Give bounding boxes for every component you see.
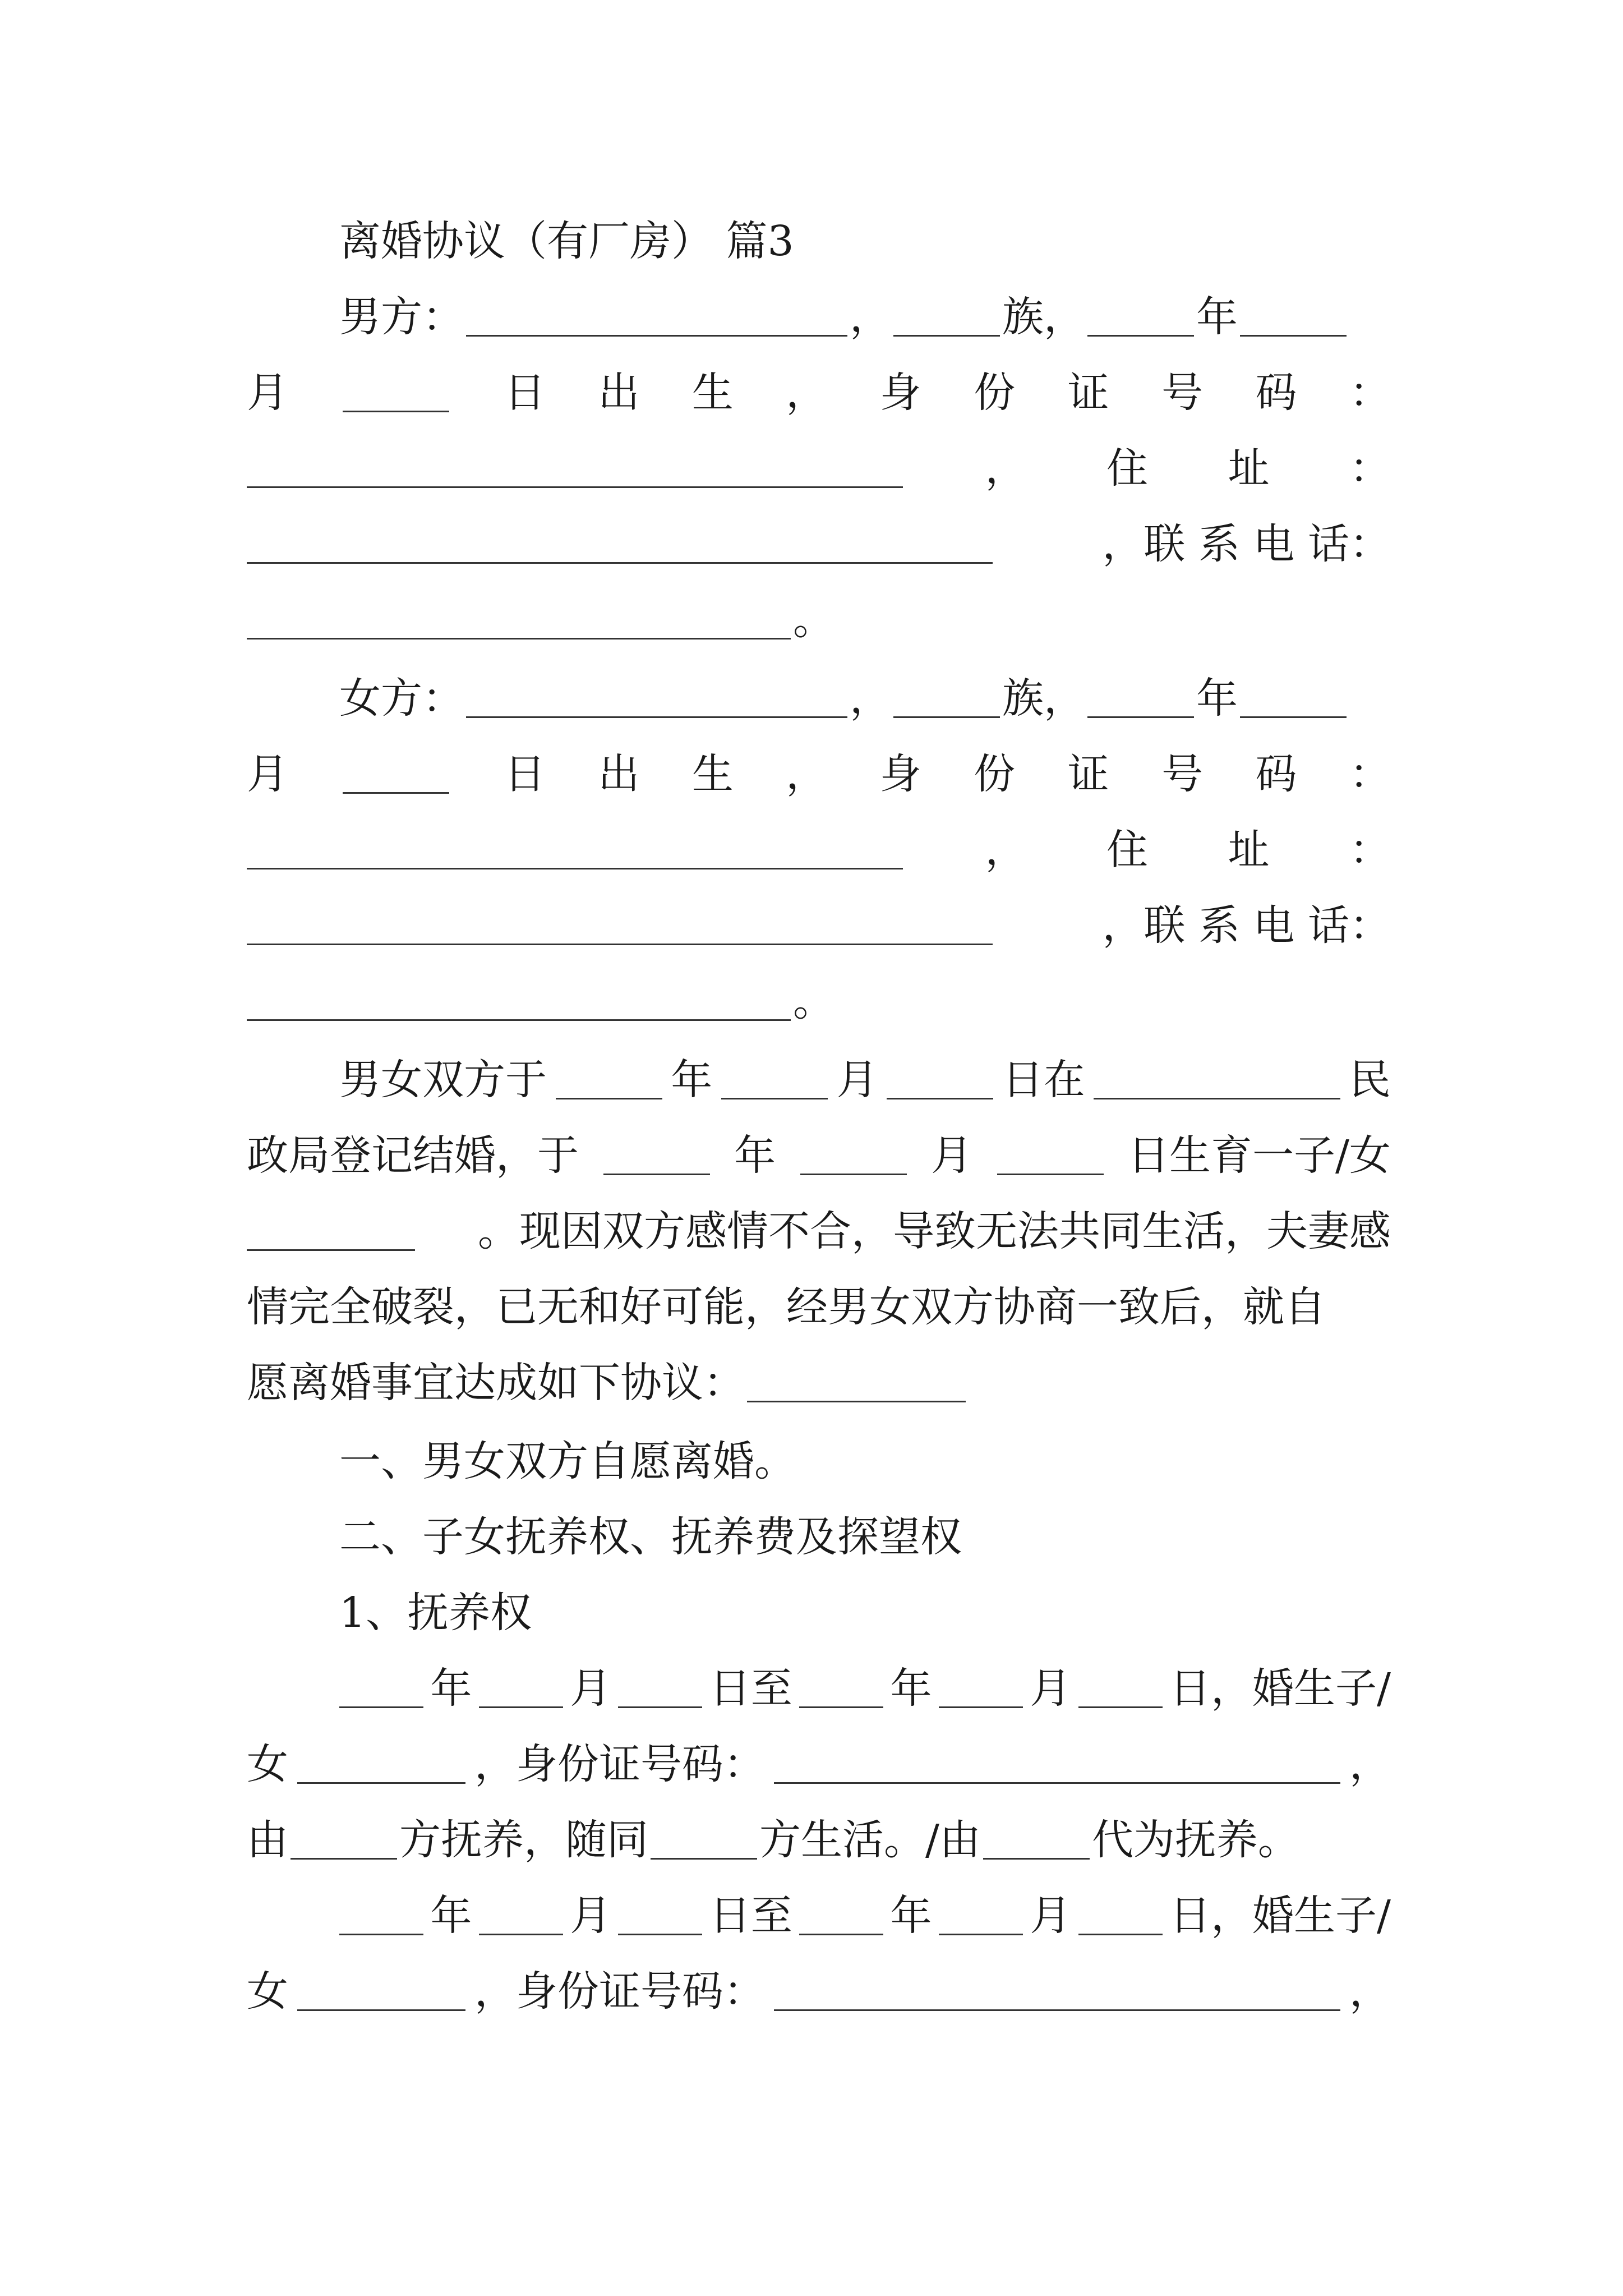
- man-line-5: [247, 589, 1391, 651]
- birth-char: 日: [504, 369, 546, 417]
- document-title: [247, 210, 1391, 272]
- woman-line-4: [247, 895, 1391, 956]
- custody-text: 女: [247, 1740, 288, 1788]
- man-phone-blank: [247, 634, 791, 639]
- woman-label: 女方：: [339, 674, 464, 723]
- man-year-blank: [1087, 332, 1194, 337]
- marriage-text: 男女双方于: [339, 1056, 547, 1104]
- custody-1-line-3: [247, 1809, 1391, 1871]
- punct: 。: [793, 596, 834, 644]
- punct: 。: [793, 977, 834, 1025]
- birth-char: 证: [1067, 369, 1109, 417]
- birth-char: 号: [1161, 369, 1204, 417]
- month-label: 月: [1030, 1892, 1072, 1940]
- to-year-blank: [799, 1703, 883, 1708]
- marriage-text: 政局登记结婚，于: [247, 1131, 579, 1180]
- birth-char: 日: [504, 750, 546, 798]
- birth-month-blank: [800, 1170, 907, 1175]
- child-name-blank: [297, 1779, 465, 1784]
- birth-char: 身: [879, 750, 921, 798]
- custody-text: 由: [247, 1816, 288, 1864]
- year-label: 年: [890, 1664, 932, 1713]
- month-label: 月: [1030, 1664, 1072, 1713]
- marriage-month-blank: [721, 1094, 828, 1099]
- to-day-blank: [1078, 1703, 1163, 1708]
- marriage-text: 。现因双方感情不合，导致无法共同生活，夫妻感: [478, 1207, 1391, 1255]
- punct: ，: [985, 826, 1027, 874]
- proxy-blank: [983, 1855, 1090, 1860]
- marriage-line-4: [247, 1276, 1391, 1338]
- child-id-blank: [774, 1779, 1340, 1784]
- punct: ，: [985, 444, 1027, 493]
- punct: ，: [850, 674, 891, 723]
- year-label: 年: [890, 1892, 932, 1940]
- birth-char: 出: [598, 750, 640, 798]
- custody-text: 日，婚生子/: [1169, 1892, 1391, 1940]
- marriage-text: 愿离婚事宜达成如下协议：: [247, 1359, 745, 1407]
- birth-char: 份: [974, 750, 1016, 798]
- id-label: ，身份证号码：: [474, 1967, 765, 2016]
- item-text: 1、抚养权: [339, 1589, 532, 1637]
- custody-1-line-1: [247, 1658, 1391, 1719]
- woman-month-blank: [1240, 713, 1347, 718]
- woman-line-3: [247, 819, 1391, 881]
- to-day-blank: [1078, 1930, 1163, 1935]
- birth-char: 号: [1161, 750, 1204, 798]
- marriage-text: 民: [1349, 1056, 1391, 1104]
- marriage-bureau-blank: [1094, 1094, 1340, 1099]
- item-text: 二、子女抚养权、抚养费及探望权: [339, 1513, 962, 1561]
- woman-line-1: [247, 668, 1391, 729]
- birth-day-blank: [997, 1170, 1104, 1175]
- phone-label: ，联 系 电 话：: [1102, 901, 1391, 950]
- item-1: [247, 1430, 1391, 1492]
- birth-char: 证: [1067, 750, 1109, 798]
- man-address-blank: [247, 559, 993, 564]
- address-char: 址: [1228, 444, 1270, 493]
- from-day-blank: [618, 1930, 702, 1935]
- punct: ，: [1349, 1740, 1391, 1788]
- birth-char: 份: [974, 369, 1016, 417]
- man-line-4: [247, 513, 1391, 575]
- woman-address-blank: [247, 940, 993, 945]
- man-day-blank: [343, 407, 449, 412]
- woman-day-blank: [343, 789, 449, 794]
- item-2: [247, 1506, 1391, 1568]
- marriage-day-blank: [887, 1094, 993, 1099]
- woman-phone-blank: [247, 1016, 791, 1021]
- address-char: ：: [1349, 826, 1391, 874]
- punct: ，: [1349, 1967, 1391, 2016]
- marriage-year-blank: [556, 1094, 662, 1099]
- phone-label: ，联 系 电 话：: [1102, 520, 1391, 568]
- year-label: 年: [430, 1664, 472, 1713]
- agreement-blank: [747, 1397, 966, 1402]
- marriage-line-2: [247, 1125, 1391, 1186]
- woman-name-blank: [466, 713, 847, 718]
- man-ethnicity-blank: [893, 332, 1000, 337]
- from-month-blank: [479, 1703, 563, 1708]
- year-label: 年: [1196, 674, 1238, 723]
- punct: ，: [850, 293, 891, 341]
- custody-text: 方抚养，随同: [399, 1816, 648, 1864]
- title-text: 离婚协议（有厂房） 篇3: [339, 217, 794, 265]
- birth-char: ，: [786, 369, 828, 417]
- child-id-blank: [774, 2006, 1340, 2011]
- year-label: 年: [1196, 293, 1238, 341]
- birth-char: 生: [691, 750, 734, 798]
- woman-line-5: [247, 970, 1391, 1032]
- birth-char: ，: [786, 750, 828, 798]
- marriage-line-5: [247, 1352, 1391, 1414]
- sub-item-1: [247, 1582, 1391, 1644]
- custody-1-line-2: [247, 1733, 1391, 1795]
- man-line-3: [247, 438, 1391, 499]
- custody-text: 日，婚生子/: [1169, 1664, 1391, 1713]
- birth-char: 生: [691, 369, 734, 417]
- custody-text: 方生活。/由: [759, 1816, 981, 1864]
- from-month-blank: [479, 1930, 563, 1935]
- day-label: 日在: [1002, 1056, 1085, 1104]
- custody-2-line-1: [247, 1885, 1391, 1947]
- woman-ethnicity-blank: [893, 713, 1000, 718]
- marriage-line-1: [247, 1049, 1391, 1111]
- month-label: 月: [247, 750, 288, 798]
- item-text: 一、男女双方自愿离婚。: [339, 1437, 796, 1485]
- from-day-blank: [618, 1703, 702, 1708]
- year-label: 年: [430, 1892, 472, 1940]
- marriage-line-3: [247, 1200, 1391, 1262]
- man-label: 男方：: [339, 293, 464, 341]
- month-label: 月: [570, 1664, 612, 1713]
- birth-char: 身: [879, 369, 921, 417]
- custody-2-line-2: [247, 1961, 1391, 2022]
- woman-year-blank: [1087, 713, 1194, 718]
- custody-text: 女: [247, 1967, 288, 2016]
- marriage-text: 情完全破裂，已无和好可能，经男女双方协商一致后，就自: [247, 1283, 1326, 1331]
- day-label: 日至: [709, 1892, 792, 1940]
- birth-char: 码: [1255, 750, 1297, 798]
- month-label: 月: [247, 369, 288, 417]
- birth-char: 码: [1255, 369, 1297, 417]
- birth-year-blank: [603, 1170, 710, 1175]
- ethnicity-label: 族，: [1002, 293, 1085, 341]
- year-label: 年: [734, 1131, 776, 1180]
- from-year-blank: [339, 1930, 423, 1935]
- marriage-text: 日生育一子/女: [1128, 1131, 1391, 1180]
- month-label: 月: [570, 1892, 612, 1940]
- from-year-blank: [339, 1703, 423, 1708]
- id-label: ，身份证号码：: [474, 1740, 765, 1788]
- ethnicity-label: 族，: [1002, 674, 1085, 723]
- child-name-blank: [247, 1246, 415, 1251]
- address-char: 住: [1106, 826, 1148, 874]
- address-char: 址: [1228, 826, 1270, 874]
- birth-char: ：: [1349, 750, 1391, 798]
- man-line-2: [247, 362, 1391, 424]
- to-month-blank: [939, 1703, 1023, 1708]
- living-with-blank: [651, 1855, 757, 1860]
- man-line-1: [247, 286, 1391, 348]
- man-name-blank: [466, 332, 847, 337]
- custodian-blank: [291, 1855, 397, 1860]
- birth-char: ：: [1349, 369, 1391, 417]
- address-char: ：: [1349, 444, 1391, 493]
- custody-text: 代为抚养。: [1091, 1816, 1299, 1864]
- year-label: 年: [671, 1056, 713, 1104]
- woman-line-2: [247, 743, 1391, 805]
- man-month-blank: [1240, 332, 1347, 337]
- address-char: 住: [1106, 444, 1148, 493]
- to-month-blank: [939, 1930, 1023, 1935]
- month-label: 月: [931, 1131, 972, 1180]
- month-label: 月: [836, 1056, 878, 1104]
- child-name-blank: [297, 2006, 465, 2011]
- man-id-blank: [247, 483, 903, 488]
- woman-id-blank: [247, 864, 903, 869]
- to-year-blank: [799, 1930, 883, 1935]
- day-label: 日至: [709, 1664, 792, 1713]
- birth-char: 出: [598, 369, 640, 417]
